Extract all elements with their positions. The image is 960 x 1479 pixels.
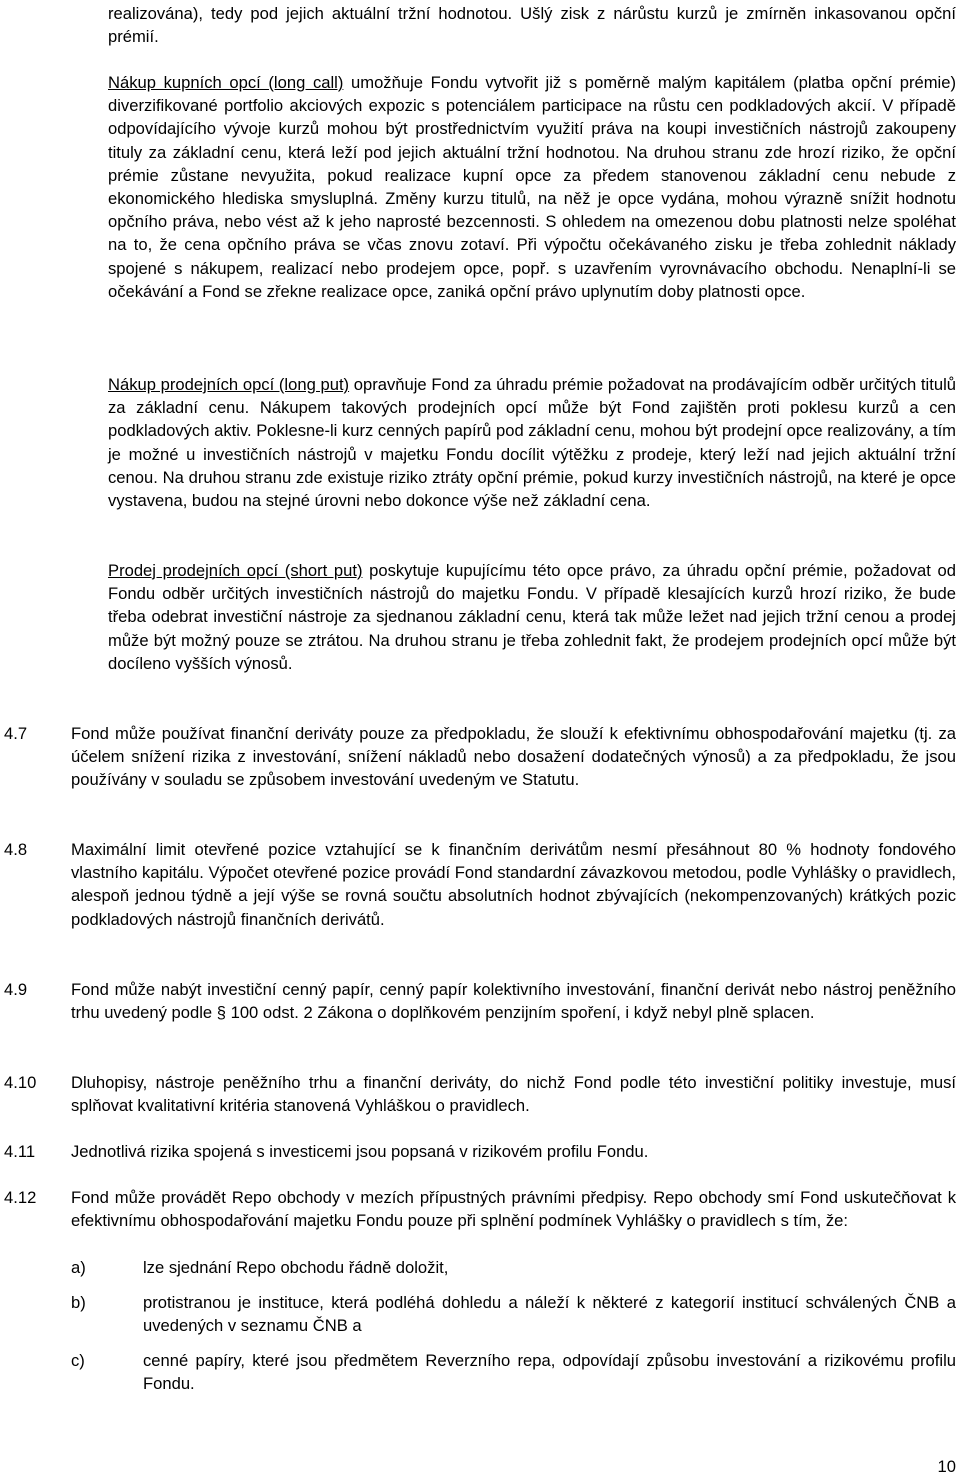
list-item-text: lze sjednání Repo obchodu řádně doložit, [143, 1258, 449, 1277]
section-number: 4.11 [4, 1142, 36, 1161]
long-call-heading: Nákup kupních opcí (long call) [108, 73, 344, 92]
short-put-paragraph [108, 559, 956, 675]
section-number: 4.9 [4, 980, 28, 999]
list-item-text: protistranou je instituce, která podléhá dohledu a náleží k některé z kategorií institucí schválených ČNB a uvedených v seznamu ČNB a [143, 1293, 956, 1336]
section-number: 4.12 [4, 1188, 37, 1207]
list-item-text: cenné papíry, které jsou předmětem Reverzního repa, odpovídají způsobu investování a rizikovému profilu Fondu. [143, 1351, 956, 1394]
page-number: 10 [937, 1457, 956, 1476]
list-item-label: c) [71, 1351, 85, 1370]
intro-paragraph: realizována), tedy pod jejich aktuální tržní hodnotou. Ušlý zisk z nárůstu kurzů je zmírněn inkasovanou opční prémií. [108, 4, 956, 47]
list-item-label: b) [71, 1293, 86, 1312]
section-text: Fond může používat finanční deriváty pouze za předpokladu, že slouží k efektivnímu obhospodařování majetku (tj. za účelem snížení rizika z investování, snížení nákladů nebo dosažení dodatečných výnosů) a za předpokladu, že jsou používány v souladu se způsobem investování uvedeným ve Statutu. [71, 724, 956, 790]
long-put-text: opravňuje Fond za úhradu prémie požadovat na prodávajícím odběr určitých titulů za základní cenu. Nákupem takových prodejních opcí může být Fond zajištěn proti poklesu kurzů a cen podkladových aktiv. Poklesne-li kurz cenných papírů pod základní cenu, mohou být prodejní opce realizovány, a tím je možné u investičních nástrojů v majetku Fondu docílit výtěžku z prodeje, který leží nad jejich aktuální tržní cenou. Na druhou stranu zde existuje riziko ztráty opční prémie, pokud kurzy investičních nástrojů, na které je opce vystavena, budou na stejné úrovni nebo dokonce výše než základní cena. [108, 375, 956, 511]
long-call-paragraph [108, 71, 956, 303]
section-text: Dluhopisy, nástroje peněžního trhu a finanční deriváty, do nichž Fond podle této investiční politiky investuje, musí splňovat kvalitativní kritéria stanovená Vyhláškou o pravidlech. [71, 1073, 956, 1116]
section-number: 4.10 [4, 1073, 37, 1092]
section-text: Maximální limit otevřené pozice vztahující se k finančním derivátům nesmí přesáhnout 80 % hodnoty fondového vlastního kapitálu. Výpočet otevřené pozice provádí Fond standardní závazkovou metodou, podle Vyhlášky o pravidlech, alespoň jednou týdně a její výše se rovná součtu absolutních hodnot zbývajících (nekompenzovaných) krátkých pozic podkladových nástrojů finančních derivátů. [71, 840, 956, 929]
section-text: Fond může nabýt investiční cenný papír, cenný papír kolektivního investování, finanční derivát nebo nástroj peněžního trhu uvedený podle § 100 odst. 2 Zákona o doplňkovém penzijním spoření, i když nebyl plně splacen. [71, 980, 956, 1023]
section-text: Jednotlivá rizika spojená s investicemi jsou popsaná v rizikovém profilu Fondu. [71, 1142, 649, 1161]
long-call-text: umožňuje Fondu vytvořit již s poměrně malým kapitálem (platba opční prémie) diverzifikované portfolio akciových expozic s potenciálem participace na růstu cen podkladových akcií. V případě odpovídajícího vývoje kurzů mohou být prostřednictvím využití práva na koupi investičních nástrojů zakoupeny tituly za základní cenu, která leží pod jejich aktuální tržní hodnotou. Na druhou stranu zde hrozí riziko, že opční prémie zůstane nevyužita, pokud realizace kupní opce za předem stanovenou základní cenu nebude z ekonomického hlediska smysluplná. Změny kurzu titulů, na něž je opce vydána, mohou výrazně snížit hodnotu opčního práva, nebo vést až k jeho naprosté bezcennosti. S ohledem na omezenou dobu platnosti nelze spoléhat na to, že cena opčního práva se včas znovu zotaví. Při výpočtu očekávaného zisku je třeba zohlednit náklady spojené s nákupem, realizací nebo prodejem opce, popř. s uzavřením vyrovnávacího obchodu. Nenaplní-li se očekávání a Fond se zřekne realizace opce, zaniká opční právo uplynutím doby platnosti opce. [108, 73, 956, 301]
short-put-heading: Prodej prodejních opcí (short put) [108, 561, 363, 580]
long-put-heading: Nákup prodejních opcí (long put) [108, 375, 350, 394]
section-number: 4.8 [4, 840, 28, 859]
section-number: 4.7 [4, 724, 28, 743]
long-put-paragraph [108, 373, 956, 512]
short-put-text: poskytuje kupujícímu této opce právo, za úhradu opční prémie, požadovat od Fondu odběr určitých investičních nástrojů do majetku Fondu. V případě klesajících kurzů hrozí riziko, že bude třeba odebrat investiční nástroje za sjednanou základní cenu, která tak může ležet nad jejich tržní cenou a prodej může být možný pouze se ztrátou. Na druhou stranu je třeba zohlednit fakt, že prodejem prodejních opcí může být docíleno vyšších výnosů. [108, 561, 956, 673]
section-text: Fond může provádět Repo obchody v mezích přípustných právními předpisy. Repo obchody smí Fond uskutečňovat k efektivnímu obhospodařování majetku Fondu pouze při splnění podmínek Vyhlášky o pravidlech s tím, že: [71, 1188, 956, 1231]
list-item-label: a) [71, 1258, 86, 1277]
